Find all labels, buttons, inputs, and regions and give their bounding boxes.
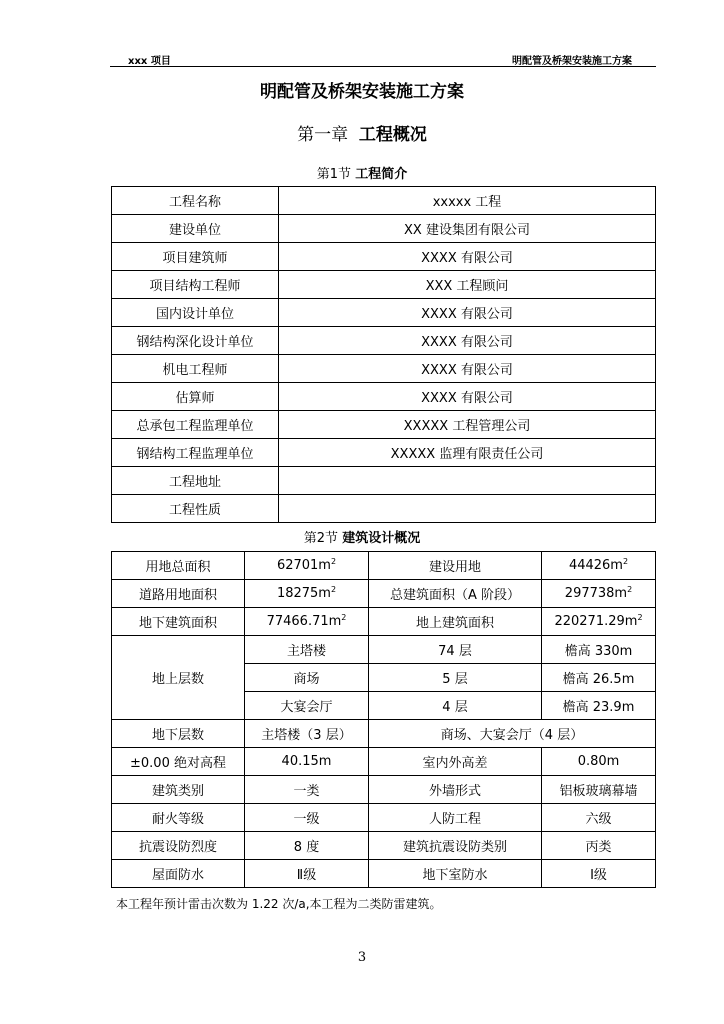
table-cell: xxxxx 工程 (279, 187, 656, 215)
table-cell: 六级 (542, 804, 656, 832)
table-row (112, 215, 656, 243)
table-cell: 地上层数 (112, 636, 245, 720)
section-1-heading (0, 163, 724, 182)
table-cell: 工程名称 (112, 187, 279, 215)
project-info-table (111, 186, 656, 523)
table-row (112, 411, 656, 439)
table-cell: 5 层 (369, 664, 542, 692)
header-rule (110, 66, 656, 67)
table-cell: XXXX 有限公司 (279, 355, 656, 383)
table-cell: 人防工程 (369, 804, 542, 832)
header-doc-title: 明配管及桥架安装施工方案 (512, 56, 632, 67)
table-cell: 项目建筑师 (112, 243, 279, 271)
header-project: xxx 项目 (128, 56, 171, 67)
table-cell: 工程性质 (112, 495, 279, 523)
table-cell: XXXX 有限公司 (279, 383, 656, 411)
table-row (112, 327, 656, 355)
table-cell: 总建筑面积（A 阶段） (369, 580, 542, 608)
table-cell: 屋面防水 (112, 860, 245, 888)
table-cell: 丙类 (542, 832, 656, 860)
table-row (112, 636, 656, 664)
table-cell: Ⅰ级 (542, 860, 656, 888)
table-cell: 室内外高差 (369, 748, 542, 776)
table-cell: $44426m^2$ (542, 552, 656, 580)
table-cell: 地下建筑面积 (112, 608, 245, 636)
table-cell: 檐高 26.5m (542, 664, 656, 692)
table-cell: 抗震设防烈度 (112, 832, 245, 860)
lightning-note: 本工程年预计雷击次数为 1.22 次/a,本工程为二类防雷建筑。 (116, 897, 442, 911)
table-cell: 大宴会厅 (245, 692, 369, 720)
chapter-number: 第一章 (297, 125, 349, 145)
section-2-title: 建筑设计概况 (342, 531, 421, 546)
table-cell: 地下层数 (112, 720, 245, 748)
table-cell: XXXXX 监理有限责任公司 (279, 439, 656, 467)
page-number: 3 (357, 950, 367, 965)
table-cell (279, 467, 656, 495)
table-row (112, 355, 656, 383)
table-cell: 40.15m (245, 748, 369, 776)
table-row (112, 608, 656, 636)
document-title: 明配管及桥架安装施工方案 (260, 82, 464, 102)
table-cell: 主塔楼 (245, 636, 369, 664)
table-cell: 8 度 (245, 832, 369, 860)
table-cell: Ⅱ级 (245, 860, 369, 888)
table-cell: 机电工程师 (112, 355, 279, 383)
table-row (112, 748, 656, 776)
table-cell: 0.80m (542, 748, 656, 776)
table-cell: $18275m^2$ (245, 580, 369, 608)
table-row (112, 804, 656, 832)
table-cell: 估算师 (112, 383, 279, 411)
table-cell: $297738m^2$ (542, 580, 656, 608)
table-cell: 建设单位 (112, 215, 279, 243)
table-cell: 建设用地 (369, 552, 542, 580)
table-row (112, 243, 656, 271)
chapter-title: 工程概况 (358, 125, 427, 145)
table-row (112, 439, 656, 467)
table-row (112, 495, 656, 523)
section-2-number: 第2节 (303, 531, 339, 546)
table-row (112, 299, 656, 327)
table-row (112, 552, 656, 580)
table-cell: $62701m^2$ (245, 552, 369, 580)
table-cell: 地上建筑面积 (369, 608, 542, 636)
table-cell: $220271.29m^2$ (542, 608, 656, 636)
table-cell: 主塔楼（3 层） (245, 720, 369, 748)
table-cell: 商场 (245, 664, 369, 692)
chapter-heading (0, 120, 724, 145)
building-design-table (111, 551, 656, 888)
table-cell: 建筑抗震设防类别 (369, 832, 542, 860)
table-row (112, 776, 656, 804)
table-cell (279, 495, 656, 523)
table-cell: XXXX 有限公司 (279, 243, 656, 271)
table-cell: 外墙形式 (369, 776, 542, 804)
table-cell: $77466.71m^2$ (245, 608, 369, 636)
table-row (112, 187, 656, 215)
section-1-number: 第1节 (316, 167, 352, 182)
table-cell: 铝板玻璃幕墙 (542, 776, 656, 804)
table-cell: 道路用地面积 (112, 580, 245, 608)
table-cell: 国内设计单位 (112, 299, 279, 327)
table-cell: 地下室防水 (369, 860, 542, 888)
table-row (112, 580, 656, 608)
table-cell: 工程地址 (112, 467, 279, 495)
table-cell: 商场、大宴会厅（4 层） (369, 720, 656, 748)
table-cell: 一类 (245, 776, 369, 804)
table-cell: XX 建设集团有限公司 (279, 215, 656, 243)
table-row (112, 832, 656, 860)
table-cell: 檐高 23.9m (542, 692, 656, 720)
table-cell: 74 层 (369, 636, 542, 664)
table-row (112, 467, 656, 495)
table-row (112, 271, 656, 299)
table-row (112, 860, 656, 888)
table-cell: 耐火等级 (112, 804, 245, 832)
table-cell: 檐高 330m (542, 636, 656, 664)
table-cell: XXXX 有限公司 (279, 299, 656, 327)
section-1-title: 工程简介 (355, 167, 408, 182)
table-row (112, 383, 656, 411)
table-cell: 总承包工程监理单位 (112, 411, 279, 439)
table-cell: 建筑类别 (112, 776, 245, 804)
table-cell: ±0.00 绝对高程 (112, 748, 245, 776)
table-cell: 项目结构工程师 (112, 271, 279, 299)
table-cell: 钢结构深化设计单位 (112, 327, 279, 355)
table-cell: XXX 工程顾问 (279, 271, 656, 299)
table-cell: 用地总面积 (112, 552, 245, 580)
table-cell: 钢结构工程监理单位 (112, 439, 279, 467)
table-cell: 一级 (245, 804, 369, 832)
table-row (112, 720, 656, 748)
table-cell: XXXX 有限公司 (279, 327, 656, 355)
section-2-heading (0, 527, 724, 546)
table-cell: 4 层 (369, 692, 542, 720)
table-cell: XXXXX 工程管理公司 (279, 411, 656, 439)
